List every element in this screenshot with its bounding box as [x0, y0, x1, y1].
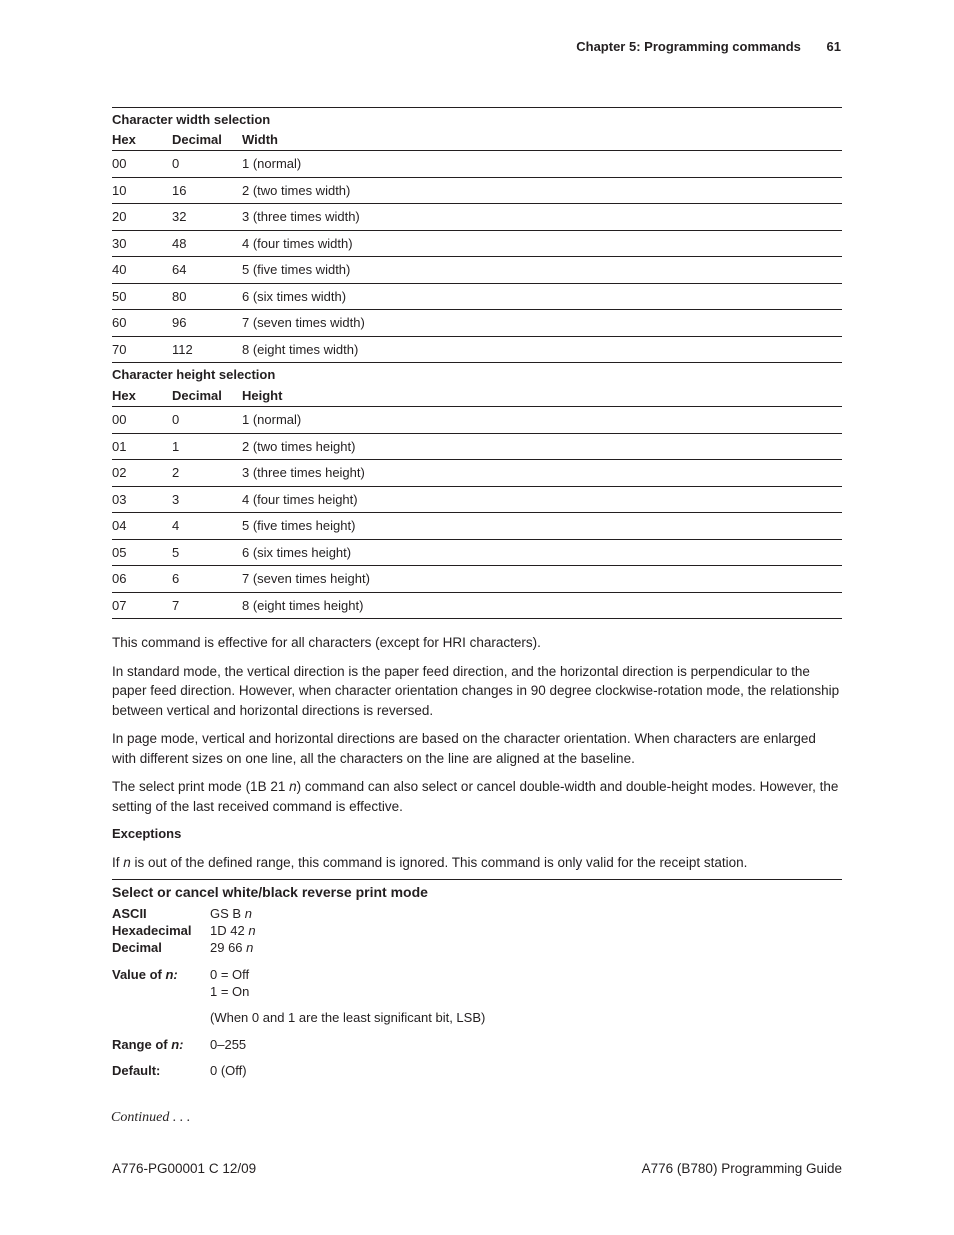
table-row [112, 310, 842, 337]
decimal-cell: 48 [172, 230, 242, 257]
text-run: ) command can also select or cancel double-width and double-height modes. However, the setting of the last received command is effective. [112, 779, 839, 814]
paragraph-standard-mode: In standard mode, the vertical direction is the paper feed direction, and the horizontal direction is perpendicular to the paper feed direction. However, when character orientation changes in 90 degree clockwise-rotation mode, the relationship between vertical and horizontal directions is reversed. [112, 663, 840, 718]
continued-note: Continued . . . [111, 1110, 191, 1125]
hex-cell: 04 [112, 513, 172, 540]
variable-n: n [123, 855, 131, 870]
variable-n: n [289, 779, 297, 794]
text-run: is out of the defined range, this command is ignored. This command is only valid for the receipt station. [130, 855, 748, 870]
decimal-cell: 0 [172, 407, 242, 434]
height-cell: 4 (four times height) [242, 486, 842, 513]
decimal-cell: 3 [172, 486, 242, 513]
paragraph-print-mode [112, 777, 842, 816]
hex-cell: 20 [112, 204, 172, 231]
decimal-cell: 6 [172, 566, 242, 593]
default-value: 0 (Off) [210, 1062, 247, 1078]
height-cell: 5 (five times height) [242, 513, 842, 540]
hex-cell: 06 [112, 566, 172, 593]
footer-doc-number: A776-PG00001 C 12/09 [112, 1161, 257, 1176]
text-run: The select print mode (1B 21 [112, 779, 290, 794]
height-cell: 6 (six times height) [242, 539, 842, 566]
column-header-height: Height [242, 385, 842, 407]
ascii-value [210, 905, 252, 922]
width-cell: 4 (four times width) [242, 230, 842, 257]
height-cell: 2 (two times height) [242, 433, 842, 460]
table-row [112, 230, 842, 257]
table-title: Character height selection [112, 367, 276, 382]
table-row [112, 566, 842, 593]
table-row [112, 336, 842, 363]
table-row [112, 460, 842, 487]
variable-n: n [248, 922, 256, 938]
decimal-cell: 7 [172, 592, 242, 619]
paragraph-effective: This command is effective for all characters (except for HRI characters). [112, 635, 541, 650]
text-run: 29 66 [210, 939, 247, 955]
table-row [112, 486, 842, 513]
column-header-width: Width [242, 129, 842, 151]
variable-n: n: [165, 966, 178, 982]
decimal-cell: 32 [172, 204, 242, 231]
column-header-decimal: Decimal [172, 385, 242, 407]
text-run: Range of [112, 1036, 172, 1052]
decimal-label: Decimal [112, 939, 162, 955]
text-run: Value of [112, 966, 166, 982]
section-divider [112, 879, 842, 880]
hex-cell: 00 [112, 407, 172, 434]
value-note: (When 0 and 1 are the least significant bit, LSB) [210, 1009, 486, 1025]
decimal-cell: 2 [172, 460, 242, 487]
value-of-n-label [112, 966, 178, 983]
variable-n: n: [171, 1036, 184, 1052]
main-content [112, 107, 842, 1077]
range-value: 0–255 [210, 1036, 247, 1052]
footer-guide-title: A776 (B780) Programming Guide [641, 1161, 842, 1176]
decimal-cell: 96 [172, 310, 242, 337]
decimal-cell: 80 [172, 283, 242, 310]
table-row [112, 539, 842, 566]
hexadecimal-value [210, 922, 256, 939]
hex-cell: 50 [112, 283, 172, 310]
hex-cell: 10 [112, 177, 172, 204]
decimal-cell: 112 [172, 336, 242, 363]
hex-cell: 60 [112, 310, 172, 337]
table-row [112, 204, 842, 231]
decimal-cell: 1 [172, 433, 242, 460]
table-row [112, 151, 842, 178]
table-row [112, 433, 842, 460]
height-cell: 1 (normal) [242, 407, 842, 434]
decimal-cell: 64 [172, 257, 242, 284]
table-title: Character width selection [112, 108, 842, 130]
text-run: If [112, 855, 124, 870]
hex-cell: 40 [112, 257, 172, 284]
width-cell: 2 (two times width) [242, 177, 842, 204]
hexadecimal-label: Hexadecimal [112, 922, 192, 938]
text-run: 1D 42 [210, 922, 249, 938]
width-cell: 1 (normal) [242, 151, 842, 178]
running-header [576, 39, 841, 54]
width-cell: 8 (eight times width) [242, 336, 842, 363]
width-selection-table [112, 107, 842, 363]
value-on: 1 = On [210, 983, 250, 999]
hex-cell: 03 [112, 486, 172, 513]
default-label: Default: [112, 1062, 161, 1078]
decimal-cell: 4 [172, 513, 242, 540]
width-cell: 5 (five times width) [242, 257, 842, 284]
text-run: GS B [210, 905, 245, 921]
chapter-title: Chapter 5: Programming commands [576, 39, 801, 54]
variable-n: n [244, 905, 252, 921]
hex-cell: 05 [112, 539, 172, 566]
column-header-hex: Hex [112, 385, 172, 407]
ascii-label: ASCII [112, 905, 147, 921]
value-off: 0 = Off [210, 966, 250, 982]
height-cell: 3 (three times height) [242, 460, 842, 487]
paragraph-page-mode: In page mode, vertical and horizontal directions are based on the character orientation. When characters are enlarged with different sizes on one line, all the characters on the line are aligned at the baseline. [112, 731, 816, 766]
width-cell: 7 (seven times width) [242, 310, 842, 337]
range-of-n-label [112, 1036, 184, 1053]
exceptions-heading: Exceptions [112, 826, 182, 841]
decimal-cell: 0 [172, 151, 242, 178]
command-spec [112, 905, 842, 1077]
hex-cell: 30 [112, 230, 172, 257]
paragraph-exceptions [112, 853, 842, 873]
height-cell: 7 (seven times height) [242, 566, 842, 593]
hex-cell: 01 [112, 433, 172, 460]
column-header-hex: Hex [112, 129, 172, 151]
hex-cell: 00 [112, 151, 172, 178]
table-row [112, 177, 842, 204]
hex-cell: 70 [112, 336, 172, 363]
decimal-cell: 5 [172, 539, 242, 566]
height-selection-table [112, 363, 842, 619]
page-number: 61 [826, 39, 841, 54]
column-header-decimal: Decimal [172, 129, 242, 151]
table-row [112, 513, 842, 540]
table-row [112, 592, 842, 619]
width-cell: 3 (three times width) [242, 204, 842, 231]
command-title: Select or cancel white/black reverse print mode [112, 883, 428, 900]
table-row [112, 283, 842, 310]
table-row [112, 257, 842, 284]
decimal-cell: 16 [172, 177, 242, 204]
hex-cell: 07 [112, 592, 172, 619]
decimal-value [210, 939, 253, 956]
table-row [112, 407, 842, 434]
height-cell: 8 (eight times height) [242, 592, 842, 619]
variable-n: n [246, 939, 254, 955]
width-cell: 6 (six times width) [242, 283, 842, 310]
hex-cell: 02 [112, 460, 172, 487]
